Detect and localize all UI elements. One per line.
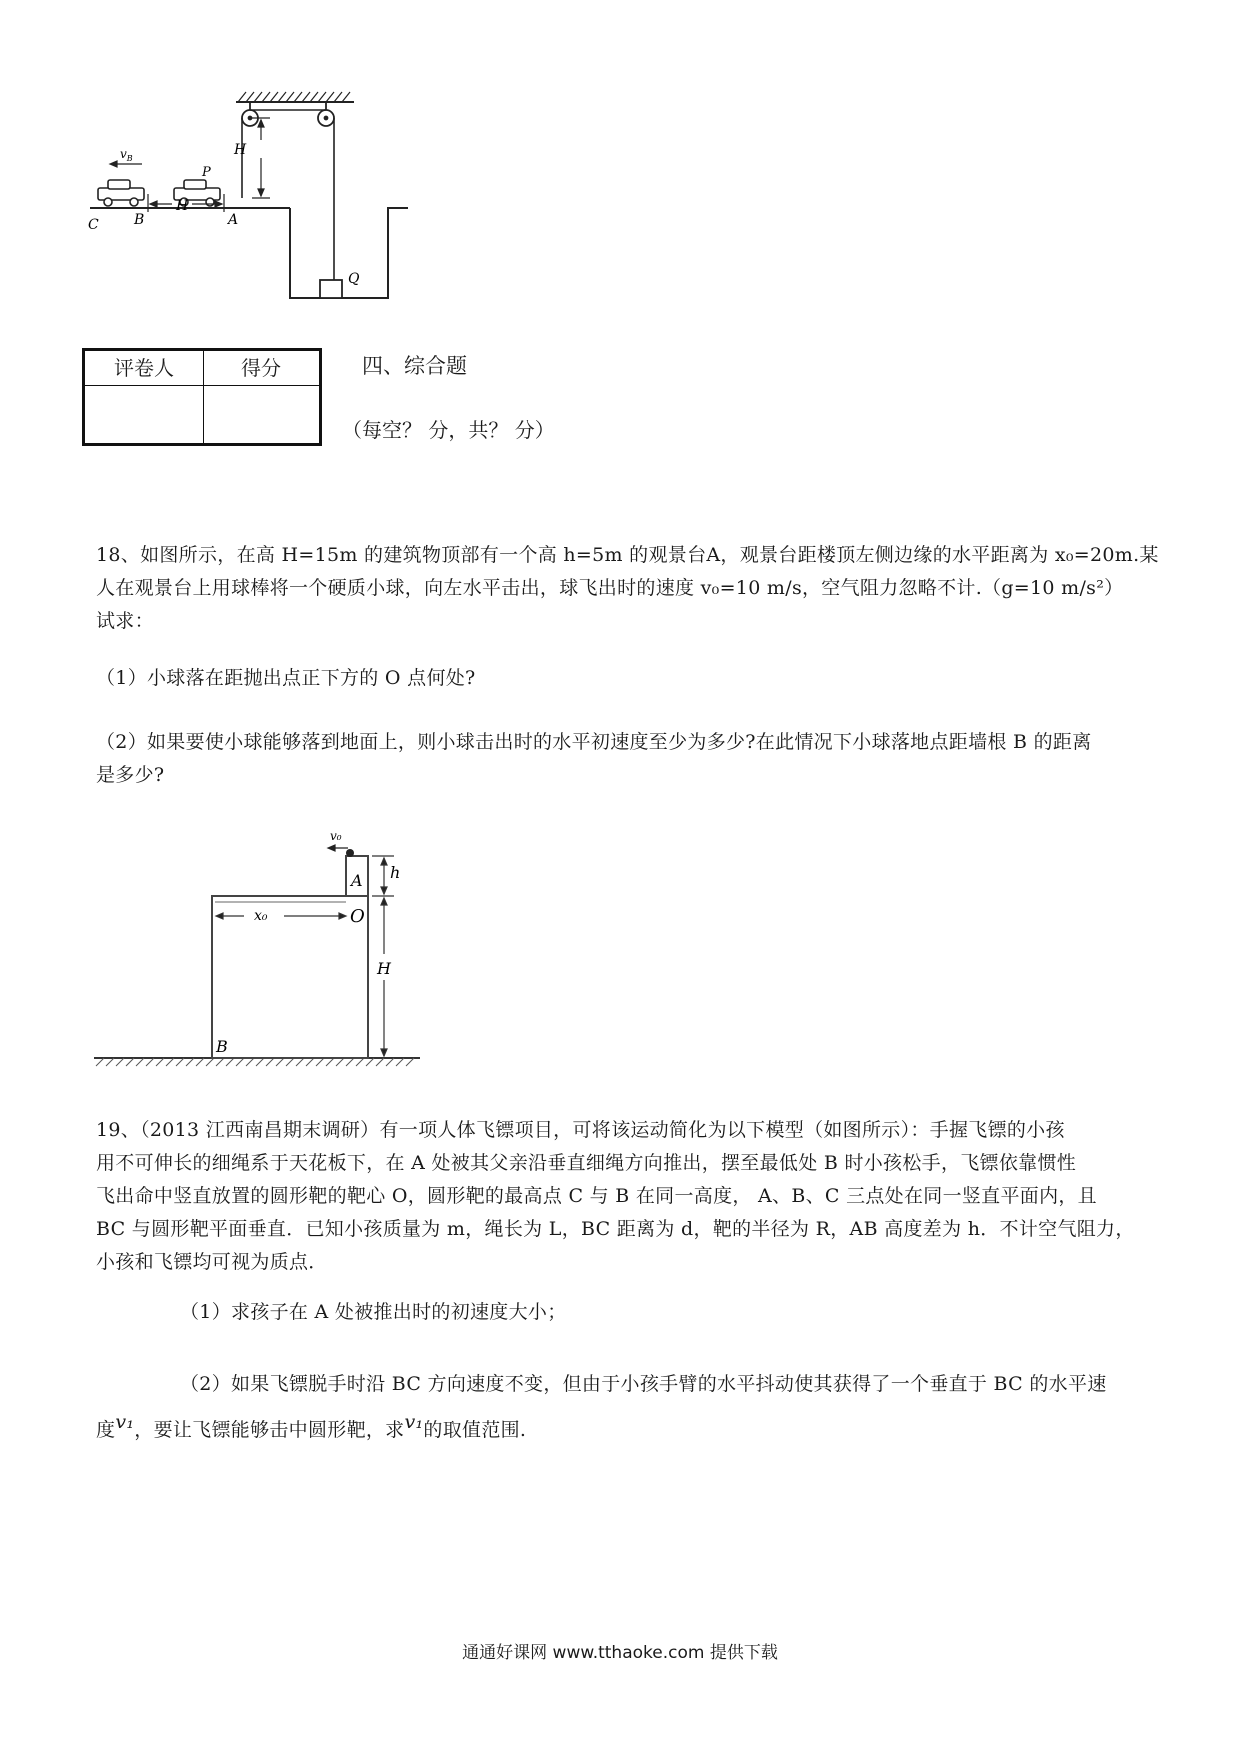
- building-figure: [94, 826, 424, 1071]
- building: [212, 896, 368, 1058]
- score-table: [82, 348, 322, 446]
- section-note: （每空？ 分，共？ 分）: [342, 418, 555, 442]
- q19-line-5: 小孩和飞镖均可视为质点．: [96, 1251, 328, 1273]
- section-title: 四、综合题: [362, 354, 467, 378]
- label-h-large: H: [377, 959, 391, 978]
- ball: [346, 849, 354, 857]
- height-marker: [252, 118, 270, 198]
- q18-sub-2-line-2: 是多少?: [96, 764, 165, 786]
- q19-sub-2-text-a: 度: [96, 1419, 116, 1441]
- q19-sub-2-text-b: ，要让飞镖能够击中圆形靶，求: [134, 1419, 405, 1441]
- ceiling-hatch: [238, 92, 350, 102]
- label-b: B: [216, 1037, 228, 1056]
- label-h-small: h: [390, 863, 401, 882]
- q19-line-2: 用不可伸长的细绳系于天花板下，在 A 处被其父亲沿垂直细绳方向推出，摆至最低处 B 时小孩松手，飞镖依靠惯性: [96, 1152, 1077, 1174]
- q19-line-1: 19、（2013 江西南昌期末调研）有一项人体飞镖项目，可将该运动简化为以下模型（如图所示）：手握飞镖的小孩: [96, 1119, 1065, 1141]
- velocity-arrow: [328, 845, 348, 851]
- pulley-right: [318, 102, 334, 126]
- ground-hatch: [96, 1058, 414, 1066]
- label-vb: $v_B$: [120, 147, 133, 163]
- q19-sub-2-line-2: [96, 1411, 527, 1447]
- v1-symbol-2: v₁: [404, 1411, 424, 1433]
- v1-symbol: v₁: [115, 1411, 135, 1433]
- header-score: 得分: [241, 356, 281, 380]
- label-x0: x₀: [254, 908, 268, 924]
- q18-line-3: 试求：: [96, 610, 154, 632]
- q19-sub-2-line-1: （2）如果飞镖脱手时沿 BC 方向速度不变，但由于小孩手臂的水平抖动使其获得了一个垂直于 BC 的水平速: [180, 1373, 1107, 1395]
- label-h-horizontal: H: [176, 198, 189, 214]
- q19-sub-2-text-c: 的取值范围.: [423, 1419, 527, 1441]
- header-grader: 评卷人: [114, 356, 174, 380]
- table-divider-horizontal: [85, 385, 319, 386]
- height-dimensions: [372, 856, 394, 1056]
- label-v0: v₀: [330, 829, 342, 843]
- q18-line-2: 人在观景台上用球棒将一个硬质小球，向左水平击出，球飞出时的速度 v₀=10 m/s，空气阻力忽略不计.（g=10 m/s²）: [96, 577, 1124, 599]
- pulley-left: [242, 102, 258, 126]
- q18-line-1: 18、如图所示，在高 H=15m 的建筑物顶部有一个高 h=5m 的观景台A，观景台距楼顶左侧边缘的水平距离为 x₀=20m.某: [96, 544, 1159, 566]
- q18-sub-2-line-1: （2）如果要使小球能够落到地面上，则小球击出时的水平初速度至少为多少?在此情况下小球落地点距墙根 B 的距离: [96, 731, 1092, 753]
- label-a: A: [228, 212, 239, 228]
- label-a: A: [351, 871, 363, 890]
- q19-line-3: 飞出命中竖直放置的圆形靶的靶心 O，圆形靶的最高点 C 与 B 在同一高度， A、B、C 三点处在同一竖直平面内，且: [96, 1185, 1097, 1207]
- rope: [242, 110, 334, 280]
- car-c: [98, 180, 144, 206]
- label-o: O: [350, 906, 365, 927]
- label-p: P: [202, 165, 211, 180]
- label-c: C: [88, 217, 99, 233]
- footer-text: 通通好课网 www.tthaoke.com 提供下载: [462, 1643, 778, 1663]
- block-q: [320, 280, 342, 298]
- question-18: [96, 539, 1176, 638]
- label-q: Q: [348, 271, 360, 287]
- q19-line-4: BC 与圆形靶平面垂直．已知小孩质量为 m，绳长为 L，BC 距离为 d，靶的半径为 R，AB 高度差为 h．不计空气阻力，: [96, 1218, 1135, 1240]
- question-19: [96, 1114, 1176, 1279]
- q18-sub-2: [96, 726, 1092, 792]
- q18-sub-1: （1）小球落在距抛出点正下方的 O 点何处?: [96, 667, 476, 689]
- label-b: B: [134, 212, 145, 228]
- pulley-car-figure: [90, 90, 410, 310]
- q19-sub-1: （1）求孩子在 A 处被推出时的初速度大小；: [180, 1301, 567, 1323]
- label-h-vertical: H: [234, 142, 247, 158]
